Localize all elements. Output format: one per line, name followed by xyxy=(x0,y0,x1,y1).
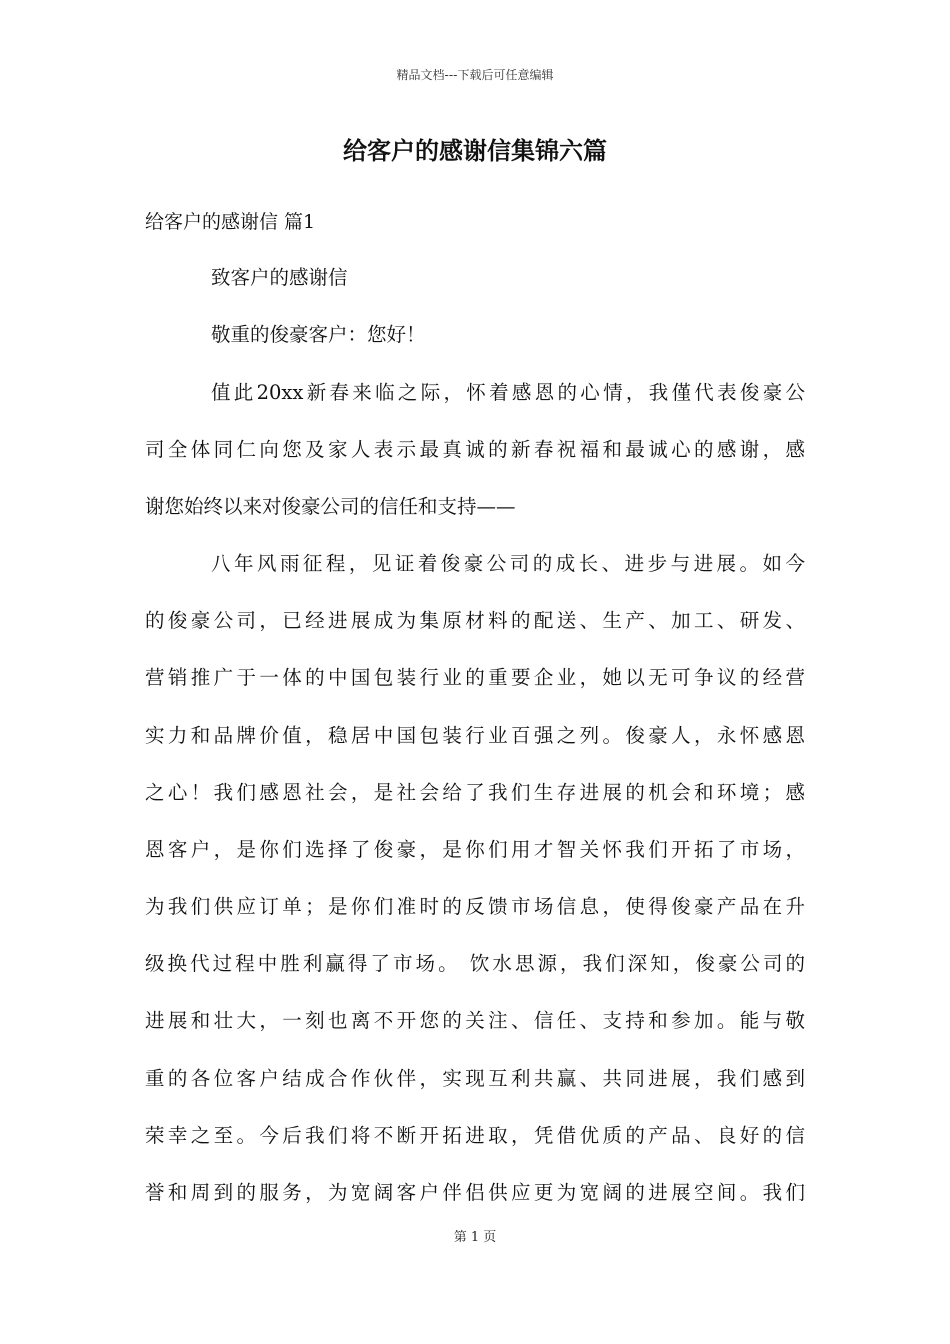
paragraph-line: 级换代过程中胜利赢得了市场。 饮水思源，我们深知，俊豪公司的 xyxy=(145,952,805,975)
paragraph-line: 值此20xx新春来临之际，怀着感恩的心情，我僅代表俊豪公 xyxy=(211,381,805,404)
paragraph-line: 实力和品牌价值，稳居中国包装行业百强之列。俊豪人，永怀感恩 xyxy=(145,724,805,747)
paragraph-line: 之心！我们感恩社会，是社会给了我们生存进展的机会和环境；感 xyxy=(145,781,805,804)
letter-subject: 致客户的感谢信 xyxy=(211,266,348,289)
paragraph-line: 为我们供应订单；是你们准时的反馈市场信息，使得俊豪产品在升 xyxy=(145,895,805,918)
paragraph-line: 司全体同仁向您及家人表示最真诚的新春祝福和最诚心的感谢，感 xyxy=(145,438,805,461)
paragraph-line: 进展和壮大，一刻也离不开您的关注、信任、支持和参加。能与敬 xyxy=(145,1009,805,1032)
paragraph-line: 的俊豪公司，已经进展成为集原材料的配送、生产、加工、研发、 xyxy=(145,609,805,632)
paragraph-line: 荣幸之至。今后我们将不断开拓进取，凭借优质的产品、良好的信 xyxy=(145,1124,805,1147)
document-title: 给客户的感谢信集锦六篇 xyxy=(343,136,607,165)
letter-salutation: 敬重的俊豪客户：您好！ xyxy=(211,323,426,346)
paragraph-line: 誉和周到的服务，为宽阔客户伴侣供应更为宽阔的进展空间。我们 xyxy=(145,1181,805,1204)
paragraph-line: 重的各位客户结成合作伙伴，实现互利共赢、共同进展，我们感到 xyxy=(145,1067,805,1090)
paragraph-line: 恩客户，是你们选择了俊豪，是你们用才智关怀我们开拓了市场， xyxy=(145,838,805,861)
section-heading: 给客户的感谢信 篇1 xyxy=(145,211,316,233)
paragraph-line: 营销推广于一体的中国包装行业的重要企业，她以无可争议的经营 xyxy=(145,666,805,689)
page-number: 第 1 页 xyxy=(453,1230,497,1245)
paragraph-line: 谢您始终以来对俊豪公司的信任和支持—— xyxy=(145,495,516,518)
header-note: 精品文档---下载后可任意编辑 xyxy=(396,68,554,82)
paragraph-line: 八年风雨征程，见证着俊豪公司的成长、进步与进展。如今 xyxy=(211,552,805,575)
